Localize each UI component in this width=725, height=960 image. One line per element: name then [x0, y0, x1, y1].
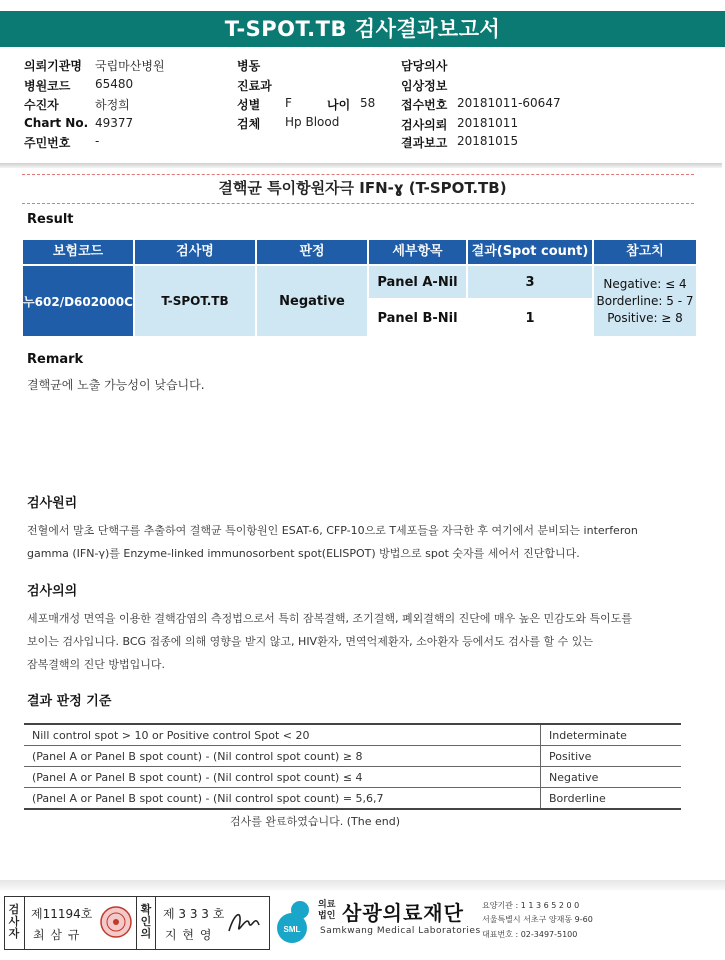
judgement-value: Negative [257, 266, 367, 336]
chart-no-value: 49377 [95, 116, 134, 130]
criteria-result: Indeterminate [541, 724, 682, 746]
specimen-value: Hp Blood [285, 115, 340, 129]
receipt-no-label: 접수번호 [401, 98, 448, 112]
institution-label: 의뢰기관명 [24, 59, 82, 73]
remark-text: 결핵균에 노출 가능성이 낮습니다. [27, 378, 205, 392]
receipt-no-value: 20181011-60647 [457, 96, 561, 110]
signature-icon [225, 905, 263, 941]
col-header-judgement: 판정 [257, 240, 367, 264]
report-date-value: 20181015 [457, 134, 519, 148]
seal-stamp-icon [99, 905, 133, 939]
age-value: 58 [360, 96, 376, 110]
institution-value: 국립마산병원 [95, 59, 165, 73]
logo-text: SML [283, 925, 301, 934]
sex-value: F [285, 96, 292, 110]
col-header-code: 보험코드 [23, 240, 133, 264]
report-title: T-SPOT.TB 검사결과보고서 [0, 11, 725, 47]
header-divider [0, 163, 722, 168]
report-subtitle: 결핵균 특이항원자극 IFN-ɣ (T-SPOT.TB) [218, 179, 507, 197]
hospital-code-label: 병원코드 [24, 79, 71, 93]
criteria-condition: (Panel A or Panel B spot count) - (Nil control spot count) ≥ 8 [24, 746, 541, 767]
confirmer-name: 지 현 영 [165, 928, 213, 942]
org-phone: 대표번호 : 02-3497-5100 [482, 930, 578, 939]
end-note: 검사를 완료하였습니다. (The end) [229, 815, 400, 828]
reference-negative: Negative: ≤ 4 [603, 276, 687, 291]
criteria-row [24, 724, 681, 746]
criteria-table [24, 723, 681, 810]
department-label: 진료과 [237, 79, 272, 93]
sex-label: 성별 [237, 98, 261, 112]
specimen-label: 검체 [237, 117, 261, 131]
inspector-name: 최 삼 규 [33, 928, 81, 942]
signature-divider [155, 897, 156, 949]
signature-divider [24, 897, 25, 949]
principle-text [27, 519, 707, 565]
significance-heading: 검사의의 [27, 584, 78, 599]
criteria-result: Negative [541, 767, 682, 788]
col-header-reference: 참고치 [594, 240, 696, 264]
remark-heading: Remark [27, 352, 84, 367]
sml-logo-icon [270, 896, 316, 946]
criteria-condition: (Panel A or Panel B spot count) - (Nil control spot count) ≤ 4 [24, 767, 541, 788]
criteria-condition: (Panel A or Panel B spot count) - (Nil control spot count) = 5,6,7 [24, 788, 541, 810]
significance-text [27, 607, 707, 676]
footer-divider [0, 880, 725, 890]
result-heading: Result [27, 212, 74, 227]
criteria-row [24, 746, 681, 767]
panel-a-value: 3 [468, 266, 592, 298]
criteria-row [24, 767, 681, 788]
care-number: 요양기관 : 1 1 3 6 5 2 0 0 [482, 901, 580, 910]
org-prefix: 의료법인 [318, 900, 336, 921]
insurance-code: 누602/D602000C [23, 266, 133, 336]
significance-line: 보이는 검사입니다. BCG 접종에 의해 영향을 받지 않고, HIV환자, 면역억제환자, 소아환자 등에서도 검사를 할 수 있는 [27, 635, 593, 648]
principle-line: 전혈에서 말초 단핵구를 추출하여 결핵균 특이항원인 ESAT-6, CFP-10으로 T세포들을 자극한 후 여기에서 분비되는 interferon [27, 524, 638, 537]
signature-divider [136, 897, 137, 949]
col-header-detail: 세부항목 [369, 240, 466, 264]
panel-b-value: 1 [468, 300, 592, 336]
chart-no-label: Chart No. [24, 116, 89, 130]
report-date-label: 결과보고 [401, 136, 448, 150]
inspector-number: 제11194호 [31, 907, 93, 921]
criteria-heading: 결과 판정 기준 [27, 694, 112, 709]
hospital-code-value: 65480 [95, 77, 134, 91]
request-date-value: 20181011 [457, 116, 519, 130]
resident-no-label: 주민번호 [24, 136, 71, 150]
ward-label: 병동 [237, 59, 261, 73]
subtitle-divider-top [22, 174, 694, 175]
test-name: T-SPOT.TB [135, 266, 255, 336]
principle-line: gamma (IFN-γ)를 Enzyme-linked immunosorbent spot(ELISPOT) 방법으로 spot 숫자를 세어서 진단합니다. [27, 547, 580, 560]
panel-a-name: Panel A-Nil [369, 266, 466, 298]
clinical-info-label: 임상정보 [401, 79, 448, 93]
reference-borderline: Borderline: 5 - 7 [596, 293, 694, 308]
reference-values [594, 266, 696, 336]
subtitle-divider-bottom [22, 203, 694, 204]
confirmer-number: 제 3 3 3 호 [163, 907, 225, 921]
signature-box [4, 896, 270, 950]
inspector-label: 검사자 [8, 903, 20, 940]
criteria-result: Positive [541, 746, 682, 767]
reference-positive: Positive: ≥ 8 [607, 310, 683, 325]
examinee-value: 하정희 [95, 98, 130, 112]
principle-heading: 검사원리 [27, 496, 78, 511]
panel-b-name: Panel B-Nil [369, 300, 466, 336]
col-header-test: 검사명 [135, 240, 255, 264]
examinee-label: 수진자 [24, 98, 59, 112]
org-name: 삼광의료재단 [342, 901, 464, 925]
significance-line: 잠복결핵의 진단 방법입니다. [27, 658, 166, 671]
significance-line: 세포매개성 면역을 이용한 결핵감염의 측정법으로서 특히 잠복결핵, 조기결핵, 폐외결핵의 진단에 매우 높은 민감도와 특이도를 [27, 612, 632, 625]
resident-no-value: - [95, 134, 100, 148]
confirmer-label: 확인의 [140, 903, 152, 940]
physician-label: 담당의사 [401, 59, 448, 73]
org-english: Samkwang Medical Laboratories [320, 926, 481, 936]
org-address: 서울특별시 서초구 양재동 9-60 [482, 915, 593, 924]
age-label: 나이 [327, 98, 351, 112]
criteria-condition: Nill control spot > 10 or Positive control Spot < 20 [24, 724, 541, 746]
criteria-result: Borderline [541, 788, 682, 810]
criteria-row [24, 788, 681, 810]
request-date-label: 검사의뢰 [401, 118, 448, 132]
col-header-result: 결과(Spot count) [468, 240, 592, 264]
